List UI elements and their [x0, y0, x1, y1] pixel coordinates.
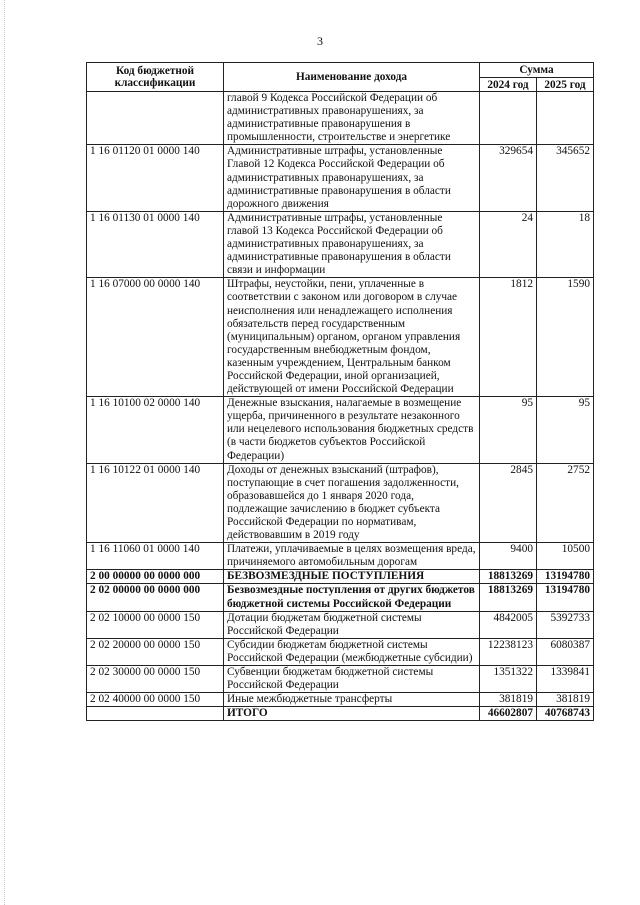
- page-edge: [4, 0, 6, 905]
- name-cell: Дотации бюджетам бюджетной системы Российской Федерации: [224, 611, 480, 638]
- budget-revenue-table: [86, 62, 594, 721]
- name-cell: Субсидии бюджетам бюджетной системы Российской Федерации (межбюджетные субсидии): [224, 638, 480, 665]
- code-cell: 2 02 10000 00 0000 150: [87, 611, 224, 638]
- value-2024-cell: 18813269: [480, 584, 537, 611]
- name-cell: Платежи, уплачиваемые в целях возмещения вреда, причиняемого автомобильным дорогам: [224, 543, 480, 570]
- code-cell: 1 16 11060 01 0000 140: [87, 543, 224, 570]
- code-cell: 2 02 30000 00 0000 150: [87, 666, 224, 693]
- table-row: [87, 611, 594, 638]
- value-2024-cell: 381819: [480, 693, 537, 707]
- name-cell: Доходы от денежных взысканий (штрафов), поступающие в счет погашения задолженности, образовавшейся до 1 января 2020 года, подлежащие зачислению в бюджет субъекта Российской Федерации по нормативам, действовавшим в 2019 году: [224, 463, 480, 543]
- code-cell: 1 16 01120 01 0000 140: [87, 145, 224, 211]
- table-body: [87, 92, 594, 721]
- table-row: [87, 278, 594, 397]
- table-row: [87, 92, 594, 145]
- value-2025-cell: 381819: [537, 693, 594, 707]
- value-2025-cell: [537, 92, 594, 145]
- value-2024-cell: 4842005: [480, 611, 537, 638]
- value-2024-cell: [480, 92, 537, 145]
- name-cell: Штрафы, неустойки, пени, уплаченные в соответствии с законом или договором в случае неисполнения или ненадлежащего исполнения обязательств перед государственным (муниципальным) органом, органом управления государственным внебюджетным фондом, казенным учреждением, Центральным банком Российской Федерации, иной организацией, действующей от имени Российской Федерации: [224, 278, 480, 397]
- value-2024-cell: 18813269: [480, 570, 537, 584]
- name-cell: главой 9 Кодекса Российской Федерации об административных правонарушениях, за административные правонарушения в промышленности, строительстве и энергетике: [224, 92, 480, 145]
- table-row: [87, 638, 594, 665]
- value-2024-cell: 1351322: [480, 666, 537, 693]
- value-2024-cell: 329654: [480, 145, 537, 211]
- value-2024-cell: 95: [480, 397, 537, 463]
- value-2024-cell: 24: [480, 211, 537, 277]
- code-cell: 1 16 10100 02 0000 140: [87, 397, 224, 463]
- value-2024-cell: 46602807: [480, 707, 537, 721]
- table-row: [87, 584, 594, 611]
- table-row: [87, 397, 594, 463]
- code-cell: 2 02 00000 00 0000 000: [87, 584, 224, 611]
- name-cell: Субвенции бюджетам бюджетной системы Российской Федерации: [224, 666, 480, 693]
- value-2025-cell: 5392733: [537, 611, 594, 638]
- value-2025-cell: 6080387: [537, 638, 594, 665]
- header-year-2024: 2024 год: [480, 78, 537, 92]
- value-2025-cell: 40768743: [537, 707, 594, 721]
- value-2025-cell: 10500: [537, 543, 594, 570]
- code-cell: 1 16 01130 01 0000 140: [87, 211, 224, 277]
- value-2025-cell: 18: [537, 211, 594, 277]
- value-2025-cell: 345652: [537, 145, 594, 211]
- table-row: [87, 145, 594, 211]
- code-cell: 2 02 40000 00 0000 150: [87, 693, 224, 707]
- value-2024-cell: 2845: [480, 463, 537, 543]
- value-2025-cell: 13194780: [537, 570, 594, 584]
- name-cell: Безвозмездные поступления от других бюджетов бюджетной системы Российской Федерации: [224, 584, 480, 611]
- code-cell: [87, 707, 224, 721]
- name-cell: БЕЗВОЗМЕЗДНЫЕ ПОСТУПЛЕНИЯ: [224, 570, 480, 584]
- header-year-2025: 2025 год: [537, 78, 594, 92]
- table-row: [87, 211, 594, 277]
- table-row: [87, 463, 594, 543]
- value-2025-cell: 1339841: [537, 666, 594, 693]
- value-2025-cell: 95: [537, 397, 594, 463]
- table-row: [87, 693, 594, 707]
- table-row: [87, 570, 594, 584]
- code-cell: 2 00 00000 00 0000 000: [87, 570, 224, 584]
- value-2025-cell: 2752: [537, 463, 594, 543]
- table-row: [87, 707, 594, 721]
- name-cell: Административные штрафы, установленные Главой 12 Кодекса Российской Федерации об административных правонарушениях, за административные правонарушения в области дорожного движения: [224, 145, 480, 211]
- value-2024-cell: 12238123: [480, 638, 537, 665]
- name-cell: Иные межбюджетные трансферты: [224, 693, 480, 707]
- code-cell: 1 16 07000 00 0000 140: [87, 278, 224, 397]
- code-cell: [87, 92, 224, 145]
- code-cell: 1 16 10122 01 0000 140: [87, 463, 224, 543]
- page-number: 3: [317, 34, 323, 48]
- table-row: [87, 543, 594, 570]
- name-cell: ИТОГО: [224, 707, 480, 721]
- header-code: Код бюджетной классификации: [87, 63, 224, 92]
- name-cell: Административные штрафы, установленные главой 13 Кодекса Российской Федерации об административных правонарушениях, за административные правонарушения в области связи и информации: [224, 211, 480, 277]
- value-2025-cell: 1590: [537, 278, 594, 397]
- value-2025-cell: 13194780: [537, 584, 594, 611]
- table-row: [87, 666, 594, 693]
- name-cell: Денежные взыскания, налагаемые в возмещение ущерба, причиненного в результате незаконного или нецелевого использования бюджетных средств (в части бюджетов субъектов Российской Федерации): [224, 397, 480, 463]
- header-sum: Сумма: [480, 63, 594, 78]
- header-name: Наименование дохода: [224, 63, 480, 92]
- value-2024-cell: 9400: [480, 543, 537, 570]
- value-2024-cell: 1812: [480, 278, 537, 397]
- code-cell: 2 02 20000 00 0000 150: [87, 638, 224, 665]
